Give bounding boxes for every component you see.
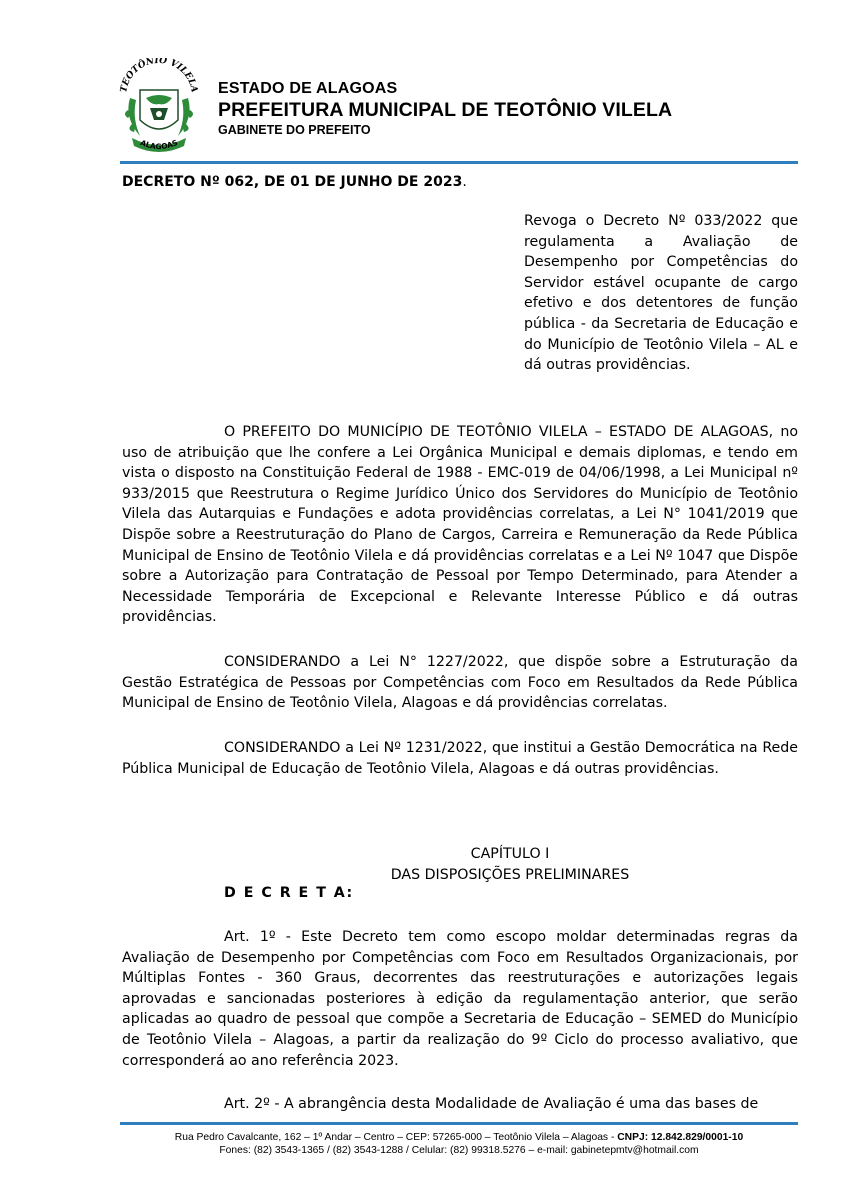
article-2: Art. 2º - A abrangência desta Modalidade de Avaliação é uma das bases de (224, 1096, 759, 1112)
header-divider (120, 161, 798, 164)
footer-contacts: Fones: (82) 3543-1365 / (82) 3543-1288 / Celular: (82) 99318.5276 – e-mail: gabinetepmtv@hotmail.com (219, 1145, 699, 1156)
considerando-2: CONSIDERANDO a Lei Nº 1231/2022, que institui a Gestão Democrática na Rede Pública Municipal de Educação de Teotônio Vilela, Alagoas e dá outras providências. (122, 740, 798, 777)
municipal-logo (118, 58, 200, 158)
footer-address (100, 1131, 818, 1144)
decree-ementa: Revoga o Decreto Nº 033/2022 que regulamenta a Avaliação de Desempenho por Competências do Servidor estável ocupante de cargo efetivo e dos detentores de função pública - da Secretaria de Educação e do Município de Teotônio Vilela – AL e dá outras providências. (524, 213, 798, 374)
considerando-1: CONSIDERANDO a Lei N° 1227/2022, que dispõe sobre a Estruturação da Gestão Estratégica de Pessoas por Competências com Foco em Resultados da Rede Pública Municipal de Ensino de Teotônio Vilela, Alagoas e dá providências correlatas. (122, 654, 798, 712)
chapter-title: DAS DISPOSIÇÕES PRELIMINARES (390, 866, 630, 883)
decree-title-text: DECRETO Nº 062, DE 01 DE JUNHO DE 2023 (122, 174, 463, 190)
decreta-label: D E C R E T A: (224, 885, 354, 901)
decree-title-period: . (462, 174, 467, 190)
article-1: Art. 1º - Este Decreto tem como escopo moldar determinadas regras da Avaliação de Desempenho por Competências com Foco em Resultados Organizacionais, por Múltiplas Fontes - 360 Graus, decorrentes das reestruturações e autorizações legais aprovadas e sancionadas posteriores à edição da regulamentação anterior, que serão aplicadas ao quadro de pessoal que compõe a Secretaria de Educação – SEMED do Município de Teotônio Vilela – Alagoas, a partir da realização do 9º Ciclo do processo avaliativo, que corresponderá ao ano referência 2023. (122, 929, 798, 1069)
svg-text:TEOTÔNIO VILELA: TEOTÔNIO VILELA (119, 58, 199, 94)
header-prefeitura: PREFEITURA MUNICIPAL DE TEOTÔNIO VILELA (218, 99, 673, 121)
footer-address-text: Rua Pedro Cavalcante, 162 – 1º Andar – Centro – CEP: 57265-000 – Teotônio Vilela – Alagoas - (174, 1132, 618, 1143)
header-state: ESTADO DE ALAGOAS (218, 80, 398, 97)
footer-divider (120, 1122, 798, 1125)
chapter-number: CAPÍTULO I (470, 846, 550, 862)
header-gabinete: GABINETE DO PREFEITO (218, 123, 371, 137)
footer-cnpj: CNPJ: 12.842.829/0001-10 (617, 1132, 744, 1143)
svg-text:ALAGOAS: ALAGOAS (138, 138, 180, 152)
decree-preamble: O PREFEITO DO MUNICÍPIO DE TEOTÔNIO VILELA – ESTADO DE ALAGOAS, no uso de atribuição que lhe confere a Lei Orgânica Municipal e demais diplomas, e tendo em vista o disposto na Constituição Federal de 1988 - EMC-019 de 04/06/1998, a Lei Municipal nº 933/2015 que Reestrutura o Regime Jurídico Único dos Servidores do Município de Teotônio Vilela das Autarquias e Fundações e adota providências correlatas, a Lei N° 1041/2019 que Dispõe sobre a Reestruturação do Plano de Cargos, Carreira e Remuneração da Rede Pública Municipal de Ensino de Teotônio Vilela e dá providências correlatas e a Lei Nº 1047 que Dispõe sobre a Autorização para Contratação de Pessoal por Tempo Determinado, para Atender a Necessidade Temporária de Excepcional e Relevante Interesse Público e dá outras providências. (122, 424, 798, 626)
chapter-heading (360, 844, 660, 885)
decree-title (122, 172, 467, 193)
